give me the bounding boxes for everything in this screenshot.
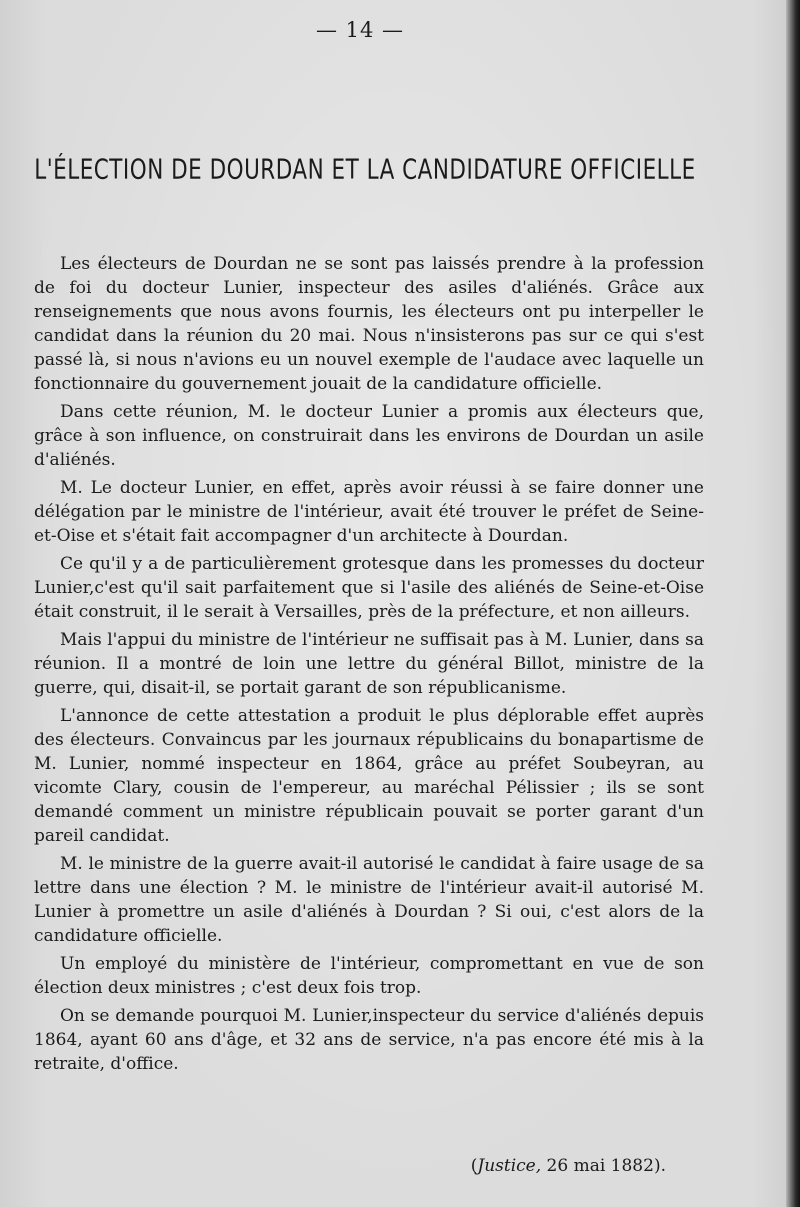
- citation-date: 26 mai 1882: [546, 1156, 654, 1176]
- page-number: — 14 —: [315, 18, 405, 42]
- paragraph: L'annonce de cette attestation a produit le plus déplorable effet auprès des électeurs. Convaincus par les journaux républicains du bonapartisme de M. Lunier, nommé inspecteur en 1864, grâce au préfet Soubeyran, au vicomte Clary, cousin de l'empereur, au maréchal Pélissier ; ils se sont demandé comment un ministre républicain pouvait se porter garant d'un pareil candidat.: [34, 706, 704, 846]
- scan-edge: [786, 0, 800, 1207]
- citation-source-name: Justice,: [477, 1156, 542, 1176]
- paragraph: Les électeurs de Dourdan ne se sont pas laissés prendre à la profession de foi du docteur Lunier, inspecteur des asiles d'aliénés. Grâce aux renseignements que nous avons fournis, les électeurs ont pu interpeller le candidat dans la réunion du 20 mai. Nous n'insisterons pas sur ce qui s'est passé là, si nous n'avions eu un nouvel exemple de l'audace avec laquelle un fonctionnaire du gouvernement jouait de la candidature officielle.: [34, 254, 704, 394]
- citation-open-paren: (: [470, 1156, 478, 1176]
- paragraph: Mais l'appui du ministre de l'intérieur ne suffisait pas à M. Lunier, dans sa réunion. Il a montré de loin une lettre du général Billot, ministre de la guerre, qui, disait-il, se portait garant de son républicanisme.: [34, 630, 704, 698]
- paragraph: Ce qu'il y a de particulièrement grotesque dans les promesses du docteur Lunier,c'est qu'il sait parfaitement que si l'asile des aliénés de Seine-et-Oise était construit, il le serait à Versailles, près de la préfecture, et non ailleurs.: [34, 554, 704, 622]
- paragraph: Un employé du ministère de l'intérieur, compromettant en vue de son élection deux ministres ; c'est deux fois trop.: [34, 954, 704, 998]
- paragraph: On se demande pourquoi M. Lunier,inspecteur du service d'aliénés depuis 1864, ayant 60 ans d'âge, et 32 ans de service, n'a pas encore été mis à la retraite, d'office.: [34, 1006, 704, 1074]
- article-headline: L'ÉLECTION DE DOURDAN ET LA CANDIDATURE OFFICIELLE: [34, 154, 696, 187]
- citation-close-paren: ).: [653, 1156, 666, 1176]
- paragraph: M. le ministre de la guerre avait-il autorisé le candidat à faire usage de sa lettre dans une élection ? M. le ministre de l'intérieur avait-il autorisé M. Lunier à promettre un asile d'aliénés à Dourdan ? Si oui, c'est alors de la candidature officielle.: [34, 854, 704, 946]
- paragraph: M. Le docteur Lunier, en effet, après avoir réussi à se faire donner une délégation par le ministre de l'intérieur, avait été trouver le préfet de Seine-et-Oise et s'était fait accompagner d'un architecte à Dourdan.: [34, 478, 704, 546]
- article-body: [34, 252, 704, 1080]
- source-citation: [420, 1154, 666, 1178]
- paragraph: Dans cette réunion, M. le docteur Lunier a promis aux électeurs que, grâce à son influence, on construirait dans les environs de Dourdan un asile d'aliénés.: [34, 402, 704, 470]
